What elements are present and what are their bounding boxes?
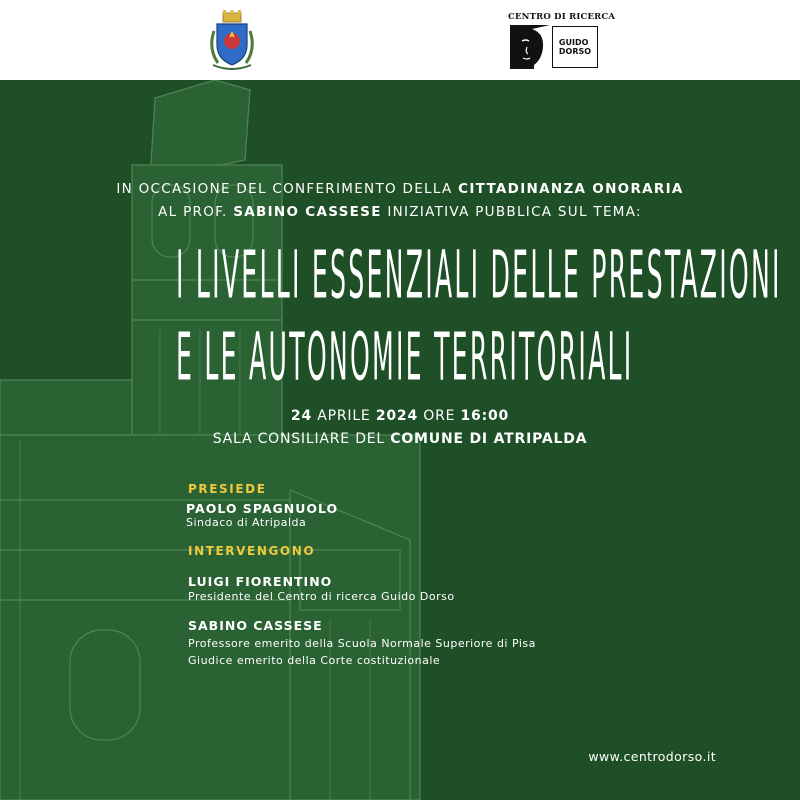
header-bar (0, 0, 800, 80)
centro-dorso-logo (508, 12, 616, 70)
logo-top-text: CENTRO DI RICERCA (508, 12, 616, 22)
speaker-role: Professore emerito della Scuola Normale Superiore di Pisa (188, 637, 536, 650)
event-time: 16:00 (460, 408, 510, 424)
intro-highlight-citizenship: CITTADINANZA ONORARIA (458, 181, 684, 197)
event-time-label: ORE (418, 408, 461, 424)
logo-name: GUIDO DORSO (558, 38, 592, 56)
speaker-role: Giudice emerito della Corte costituzionale (188, 654, 441, 667)
intro-text: IN OCCASIONE DEL CONFERIMENTO DELLA (116, 181, 459, 197)
speaker-name: LUIGI FIORENTINO (188, 574, 333, 589)
venue-highlight: COMUNE DI ATRIPALDA (390, 431, 588, 447)
intro-text: INIZIATIVA PUBBLICA SUL TEMA: (381, 204, 642, 220)
intro-highlight-name: SABINO CASSESE (233, 204, 382, 220)
chair-label: PRESIEDE (188, 482, 267, 496)
municipal-coat-of-arms-icon (208, 9, 256, 71)
chair-name: PAOLO SPAGNUOLO (186, 501, 339, 516)
speaker-name: SABINO CASSESE (188, 618, 323, 633)
event-venue (0, 431, 800, 447)
headline-line-1: I LIVELLI ESSENZIALI DELLE PRESTAZIONI (176, 236, 782, 314)
intro-text: AL PROF. (158, 204, 234, 220)
event-year: 2024 (375, 408, 418, 424)
chair-role: Sindaco di Atripalda (186, 516, 307, 529)
centro-dorso-face-icon (510, 25, 550, 69)
event-day: 24 (290, 408, 312, 424)
intro-line-2 (0, 204, 800, 220)
intro-line-1 (0, 181, 800, 197)
website-link[interactable]: www.centrodorso.it (588, 749, 716, 764)
green-panel (0, 80, 800, 800)
logo-name-box (552, 26, 598, 68)
venue-text: SALA CONSILIARE DEL (212, 431, 391, 447)
event-date (0, 408, 800, 424)
headline-line-2: E LE AUTONOMIE TERRITORIALI (176, 318, 634, 396)
speaker-role: Presidente del Centro di ricerca Guido Dorso (188, 590, 455, 603)
event-month: APRILE (312, 408, 376, 424)
speakers-label: INTERVENGONO (188, 544, 316, 558)
